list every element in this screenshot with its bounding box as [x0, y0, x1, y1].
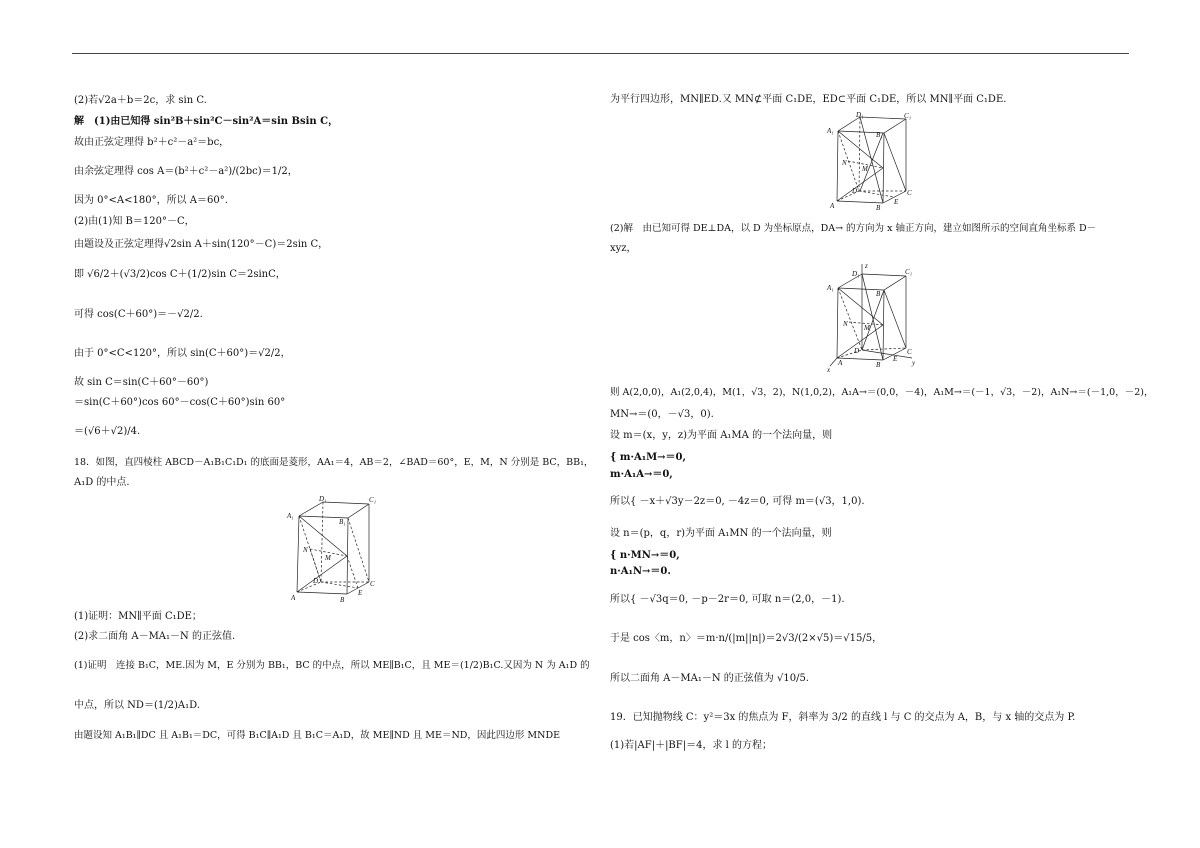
text-line: 则 A(2,0,0)，A₁(2,0,4)，M(1，√3，2)，N(1,0,2)，A₁A→＝(0,0，－4)，A₁M→＝(－1，√3，－2)，A₁N→＝(－1,0，－2)， [610, 387, 1154, 398]
text-line: (1)若|AF|＋|BF|＝4，求 l 的方程； [610, 740, 773, 751]
figure-label: B [876, 361, 881, 369]
text-line: 由题设知 A₁B₁∥DC 且 A₁B₁＝DC，可得 B₁C∥A₁D 且 B₁C＝A₁D，故 ME∥ND 且 ME＝ND，因此四边形 MNDE [74, 730, 561, 741]
prism-figure-3-coordinates [826, 262, 922, 374]
text-line: 由题设及正弦定理得√2sin A＋sin(120°－C)＝2sin C， [74, 239, 329, 250]
text-line: 设 n＝(p，q，r)为平面 A₁MN 的一个法向量，则 [610, 528, 832, 539]
text-line: 解 (1)由已知得 sin²B＋sin²C－sin²A＝sin Bsin C， [74, 116, 339, 127]
figure-label: A [838, 359, 843, 367]
figure-label: E [894, 198, 899, 206]
text-line: n·A₁N→＝0. [610, 566, 671, 577]
text-line: 由于 0°<C<120°，所以 sin(C＋60°)＝√2/2， [74, 348, 291, 359]
text-line: (1)证明：MN∥平面 C₁DE； [74, 611, 202, 622]
figure-label: B₁ [876, 290, 883, 298]
figure-label: A₁ [827, 284, 834, 292]
prism-figure-1 [285, 494, 380, 606]
text-line: (2)若√2a＋b＝2c，求 sin C. [74, 95, 207, 106]
text-line: m·A₁A→＝0, [610, 469, 673, 480]
text-line: xyz， [610, 243, 637, 254]
figure-label: N [842, 159, 847, 167]
text-line: 设 m＝(x，y，z)为平面 A₁MA 的一个法向量，则 [610, 430, 833, 441]
figure-label: B₁ [339, 518, 346, 526]
figure-label: D [313, 577, 319, 585]
header-rule [72, 53, 1129, 54]
figure-label: E [893, 355, 898, 363]
figure-label: B₁ [876, 131, 883, 139]
text-line: 故由正弦定理得 b²＋c²－a²＝bc， [74, 137, 230, 148]
figure-label: x [827, 366, 831, 374]
text-line: 所以{ －x＋√3y－2z＝0, －4z＝0, 可得 m＝(√3，1,0). [610, 496, 865, 507]
figure-label: C₁ [905, 268, 913, 276]
figure-label: M [325, 554, 331, 562]
figure-label: N [303, 546, 308, 554]
problem-19-statement: 19．已知抛物线 C：y²＝3x 的焦点为 F，斜率为 3/2 的直线 l 与 C 的交点为 A，B，与 x 轴的交点为 P. [610, 712, 1076, 723]
figure-label: D₁ [856, 111, 864, 119]
figure-label: C₁ [369, 496, 377, 504]
text-line: 故 sin C＝sin(C＋60°－60°) [74, 377, 209, 388]
figure-label: A₁ [827, 127, 834, 135]
figure-label: C₁ [904, 112, 912, 120]
text-line: 为平行四边形，MN∥ED.又 MN⊄平面 C₁DE，ED⊂平面 C₁DE，所以 MN∥平面 C₁DE. [610, 94, 1007, 105]
text-line: MN→＝(0，－√3，0). [610, 409, 714, 420]
figure-label: C [907, 189, 912, 197]
figure-label: A₁ [287, 512, 294, 520]
text-line: (2)由(1)知 B＝120°－C， [74, 216, 195, 227]
figure-label: B [340, 596, 345, 604]
text-line: (2)求二面角 A－MA₁－N 的正弦值. [74, 631, 236, 642]
figure-label: D₁ [319, 495, 327, 503]
text-line: 由余弦定理得 cos A＝(b²＋c²－a²)/(2bc)＝1/2， [74, 166, 298, 177]
figure-label: E [358, 589, 363, 597]
text-line: { m·A₁M→＝0, [610, 452, 687, 463]
figure-label: D [854, 347, 860, 355]
figure-label: D₁ [852, 270, 860, 278]
text-line: 所以二面角 A－MA₁－N 的正弦值为 √10/5. [610, 673, 809, 684]
figure-label: C [907, 348, 912, 356]
figure-label: D [852, 187, 858, 195]
figure-label: M [864, 324, 870, 332]
figure-label: N [843, 320, 848, 328]
text-line: (1)证明 连接 B₁C，ME.因为 M，E 分别为 BB₁，BC 的中点，所以 ME∥B₁C，且 ME＝(1/2)B₁C.又因为 N 为 A₁D 的 [74, 660, 590, 671]
figure-label: z [865, 262, 868, 270]
text-line: (2)解 由已知可得 DE⊥DA，以 D 为坐标原点，DA→ 的方向为 x 轴正方向，建立如图所示的空间直角坐标系 D－ [610, 223, 1097, 234]
text-line: ＝(√6＋√2)/4. [74, 426, 141, 437]
figure-label: y [912, 359, 916, 367]
text-line: { n·MN→＝0, [610, 550, 680, 561]
text-line: 所以{ －√3q＝0, －p－2r＝0, 可取 n＝(2,0，－1). [610, 594, 845, 605]
text-line: 即 √6/2＋(√3/2)cos C＋(1/2)sin C＝2sinC， [74, 269, 286, 280]
figure-label: M [862, 165, 868, 173]
text-line: 于是 cos〈m，n〉＝m·n/(|m||n|)＝2√3/(2×√5)＝√15/5， [610, 633, 883, 644]
prism-figure-2 [826, 111, 918, 213]
figure-label: A [830, 202, 835, 210]
text-line: 可得 cos(C＋60°)＝－√2/2. [74, 309, 203, 320]
text-line: A₁D 的中点. [74, 477, 130, 488]
text-line: 中点，所以 ND＝(1/2)A₁D. [74, 700, 200, 711]
figure-label: B [876, 204, 881, 212]
text-line: 因为 0°<A<180°，所以 A＝60°. [74, 195, 228, 206]
figure-label: C [370, 580, 375, 588]
figure-label: A [291, 594, 296, 602]
text-line: ＝sin(C＋60°)cos 60°－cos(C＋60°)sin 60° [74, 397, 286, 408]
problem-18-statement: 18．如图，直四棱柱 ABCD－A₁B₁C₁D₁ 的底面是菱形，AA₁＝4，AB＝2，∠BAD＝60°，E，M，N 分别是 BC，BB₁， [74, 457, 594, 468]
